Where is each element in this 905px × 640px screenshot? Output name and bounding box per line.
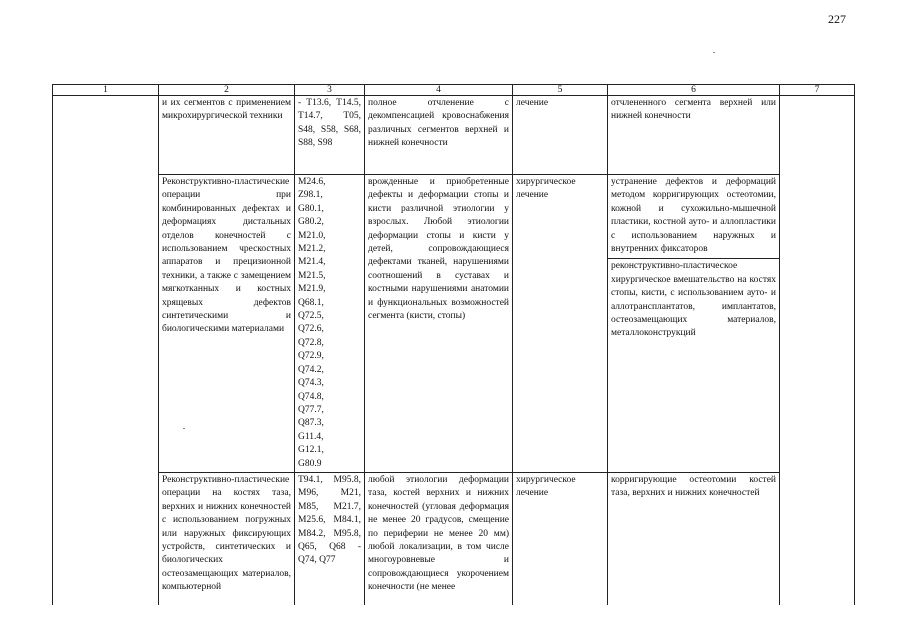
cell-care-type: Реконструктивно-пластические операции на костях таза, верхних и нижних конечностей с использованием погружных или наружных фиксирующих устройств, синтетических и биологических остеозамещающих материалов, компьютерной <box>159 472 295 605</box>
column-header: 6 <box>608 85 780 96</box>
cell-care-type: Реконструктивно-пластические операции при комбинированных дефектах и деформациях дистальных отделов конечностей с использованием чрескостных аппаратов и прецизионной техники, а также с замещением мягкотканных и костных хрящевых дефектов синтетическими и биологическими материалами <box>159 175 295 473</box>
medical-procedures-table <box>52 84 855 605</box>
cell-patient-model: врожденные и приобретенные дефекты и деформации стопы и кисти различной этиологии у взрослых. Любой этиологии деформации стопы и кисти у детей, сопровождающиеся дефектами тканей, нарушениями соотношений в суставах и костными нарушениями анатомии и функциональных возможностей сегмента (кисти, стопы) <box>365 175 513 473</box>
cell-icd-codes: - T13.6, T14.5, T14.7, T05, S48, S58, S68, S88, S98 <box>295 96 365 175</box>
table-row <box>53 96 855 175</box>
scan-speck <box>183 428 185 429</box>
cell-profile <box>53 96 159 606</box>
method-item: устранение дефектов и деформаций методом корригирующих остеотомии, кожной и сухожильно-мышечной пластики, костной ауто- и аллопластики с использованием наружных и внутренних фиксаторов <box>611 177 776 255</box>
column-header: 2 <box>159 85 295 96</box>
cell-treatment-type: хирургическое лечение <box>513 472 608 605</box>
table-row <box>53 472 855 605</box>
cell-icd-codes: M24.6, Z98.1, G80.1, G80.2, M21.0, M21.2, M21.4, M21.5, M21.9, Q68.1, Q72.5, Q72.6, Q72.8, Q72.9, Q74.2, Q74.3, Q74.8, Q77.7, Q87.3, G11.4, G12.1, G80.9 <box>295 175 365 473</box>
cell-method: отчлененного сегмента верхней или нижней конечности <box>608 96 780 175</box>
cell-patient-model: любой этиологии деформации таза, костей верхних и нижних конечностей (угловая деформация не менее 20 градусов, смещение по периферии не менее 20 мм) любой локализации, в том числе многоуровневые и сопровождающиеся укорочением конечности (не менее <box>365 472 513 605</box>
cell-treatment-type: хирургическое лечение <box>513 175 608 473</box>
column-header: 7 <box>780 85 855 96</box>
cell-icd-codes: T94.1, M95.8, M96, M21, M85, M21.7, M25.6, M84.1, M84.2, M95.8, Q65, Q68 - Q74, Q77 <box>295 472 365 605</box>
scan-speck <box>713 52 715 53</box>
method-item: реконструктивно-пластическое хирургическое вмешательство на костях стопы, кисти, с использованием ауто- и аллотрансплантатов, имплантатов, остеозамещающих материалов, металлоконструкций <box>608 258 779 340</box>
cell-method <box>608 175 780 473</box>
column-header: 3 <box>295 85 365 96</box>
page-number: 227 <box>828 12 846 26</box>
cell-method: корригирующие остеотомии костей таза, верхних и нижних конечностей <box>608 472 780 605</box>
cell-cost <box>780 96 855 606</box>
column-header: 5 <box>513 85 608 96</box>
cell-care-type: и их сегментов с применением микрохирургической техники <box>159 96 295 175</box>
cell-treatment-type: лечение <box>513 96 608 175</box>
column-number-row <box>53 85 855 96</box>
table-row <box>53 175 855 473</box>
cell-patient-model: полное отчленение с декомпенсацией кровоснабжения различных сегментов верхней и нижней конечности <box>365 96 513 175</box>
column-header: 1 <box>53 85 159 96</box>
column-header: 4 <box>365 85 513 96</box>
